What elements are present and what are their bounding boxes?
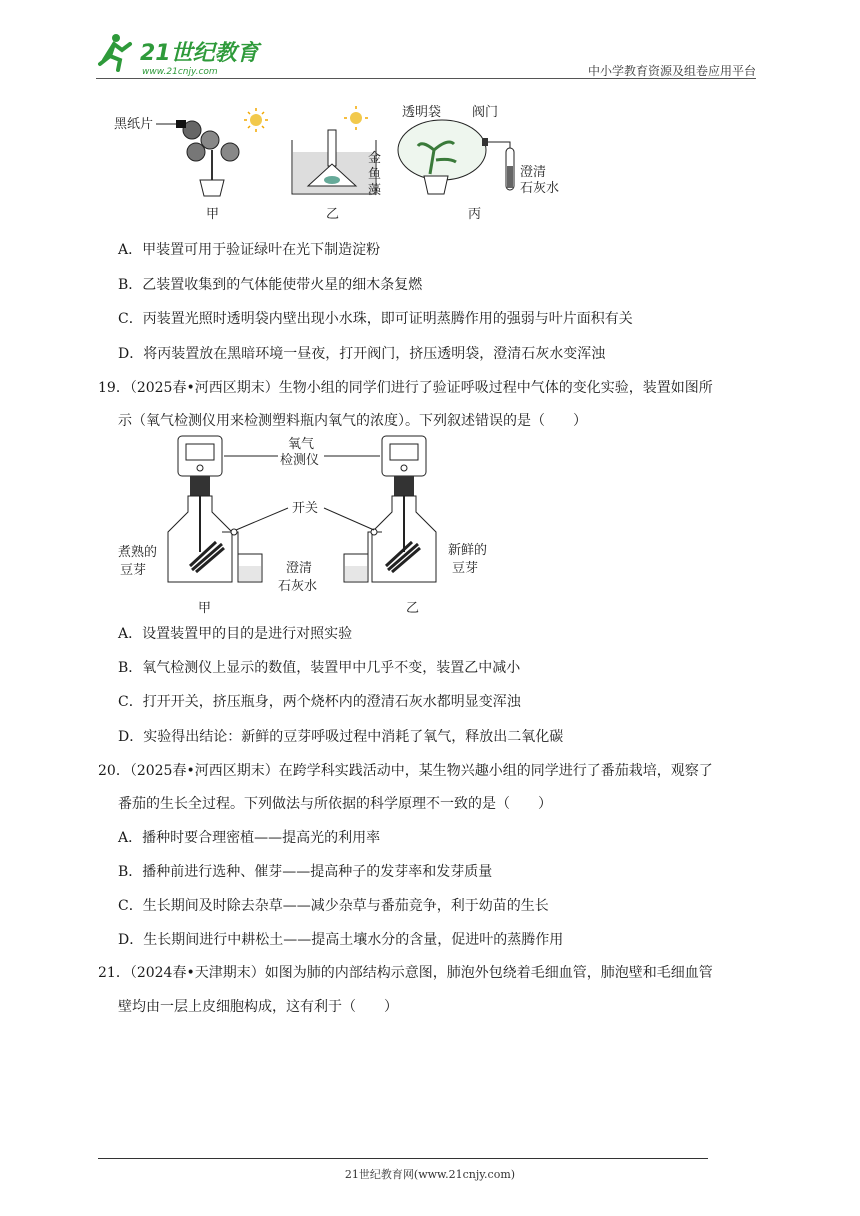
switch-label: 开关 (292, 501, 319, 516)
setup-bing (398, 104, 559, 222)
q19-option-c: C．打开开关，挤压瓶身，两个烧杯内的澄清石灰水都明显变浑浊 (118, 694, 521, 710)
q18-option-a: A．甲装置可用于验证绿叶在光下制造淀粉 (118, 242, 381, 258)
q20-option-c: C．生长期间及时除去杂草——减少杂草与番茄竞争，利于幼苗的生长 (118, 898, 549, 914)
apparatus-jia (168, 436, 262, 616)
q18-option-b: B．乙装置收集到的气体能使带火星的细木条复燃 (118, 277, 423, 293)
footer-divider (98, 1158, 708, 1159)
q19-option-d: D．实验得出结论：新鲜的豆芽呼吸过程中消耗了氧气，释放出二氧化碳 (118, 729, 564, 745)
valve-label: 阀门 (472, 105, 499, 120)
fish-weed-label-2: 鱼 (368, 167, 382, 182)
fresh-label-2: 豆芽 (452, 561, 479, 576)
page-footer: 21世纪教育网(www.21cnjy.com) (344, 1168, 516, 1181)
q20-option-b: B．播种前进行选种、催芽——提高种子的发芽率和发芽质量 (118, 864, 493, 880)
sensor-label-1: 氧气 (288, 437, 315, 452)
valve (482, 138, 488, 146)
caption-jia: 甲 (198, 601, 212, 616)
fresh-label-1: 新鲜的 (448, 543, 488, 558)
figure-respiration-setup (112, 432, 512, 622)
logo-text: 21世纪教育 (140, 41, 259, 66)
sun-icon (344, 106, 368, 130)
q21-stem-line2: 壁均由一层上皮细胞构成，这有利于（ ） (118, 999, 398, 1015)
site-logo (96, 30, 266, 78)
sun-icon (244, 108, 268, 132)
header-divider (96, 78, 756, 79)
figure-three-setups (112, 100, 582, 230)
q20-stem-line2: 番茄的生长全过程。下列做法与所依据的科学原理不一致的是（ ） (118, 796, 552, 812)
limewater-label-2: 石灰水 (278, 579, 318, 594)
q19-stem-line2: 示（氧气检测仪用来检测塑料瓶内氧气的浓度）。下列叙述错误的是（ ） (118, 413, 587, 429)
logo-url: www.21cnjy.com (142, 67, 218, 77)
caption-yi: 乙 (326, 207, 340, 222)
caption-bing: 丙 (468, 207, 482, 222)
q18-option-d: D．将丙装置放在黑暗环境一昼夜，打开阀门，挤压透明袋，澄清石灰水变浑浊 (118, 346, 606, 362)
limewater-label-1: 澄清 (286, 561, 313, 576)
q19-option-b: B．氧气检测仪上显示的数值，装置甲中几乎不变，装置乙中减小 (118, 660, 521, 676)
platform-name: 中小学教育资源及组卷应用平台 (587, 64, 756, 78)
q18-option-c: C．丙装置光照时透明袋内壁出现小水珠，即可证明蒸腾作用的强弱与叶片面积有关 (118, 311, 633, 327)
q20-option-d: D．生长期间进行中耕松土——提高土壤水分的含量，促进叶的蒸腾作用 (118, 932, 564, 948)
cooked-label-1: 煮熟的 (118, 545, 158, 560)
black-paper (176, 120, 186, 128)
q19-stem-line1: 19．（2025春•河西区期末）生物小组的同学们进行了验证呼吸过程中气体的变化实验，装置如图所 (98, 380, 713, 396)
fish-weed-label-1: 金 (368, 151, 382, 166)
setup-jia (114, 108, 268, 222)
limewater-label-1: 澄清 (520, 165, 547, 180)
caption-yi: 乙 (406, 601, 420, 616)
bag-label: 透明袋 (402, 105, 442, 120)
fish-weed-label-3: 藻 (368, 183, 382, 198)
black-paper-label: 黑纸片 (114, 117, 154, 132)
q20-stem-line1: 20．（2025春•河西区期末）在跨学科实践活动中，某生物兴趣小组的同学进行了番茄栽培，观察了 (98, 763, 713, 779)
page-header (96, 30, 756, 80)
apparatus-yi (344, 436, 436, 616)
q20-option-a: A．播种时要合理密植——提高光的利用率 (118, 830, 381, 846)
q19-option-a: A．设置装置甲的目的是进行对照实验 (118, 626, 353, 642)
runner-icon (100, 34, 130, 70)
cooked-label-2: 豆芽 (120, 563, 147, 578)
caption-jia: 甲 (206, 207, 220, 222)
q21-stem-line1: 21．（2024春•天津期末）如图为肺的内部结构示意图，肺泡外包绕着毛细血管，肺泡壁和毛细血管 (98, 965, 713, 981)
limewater-label-2: 石灰水 (520, 181, 560, 196)
sensor-label-2: 检测仪 (280, 453, 320, 468)
setup-yi (292, 106, 381, 222)
